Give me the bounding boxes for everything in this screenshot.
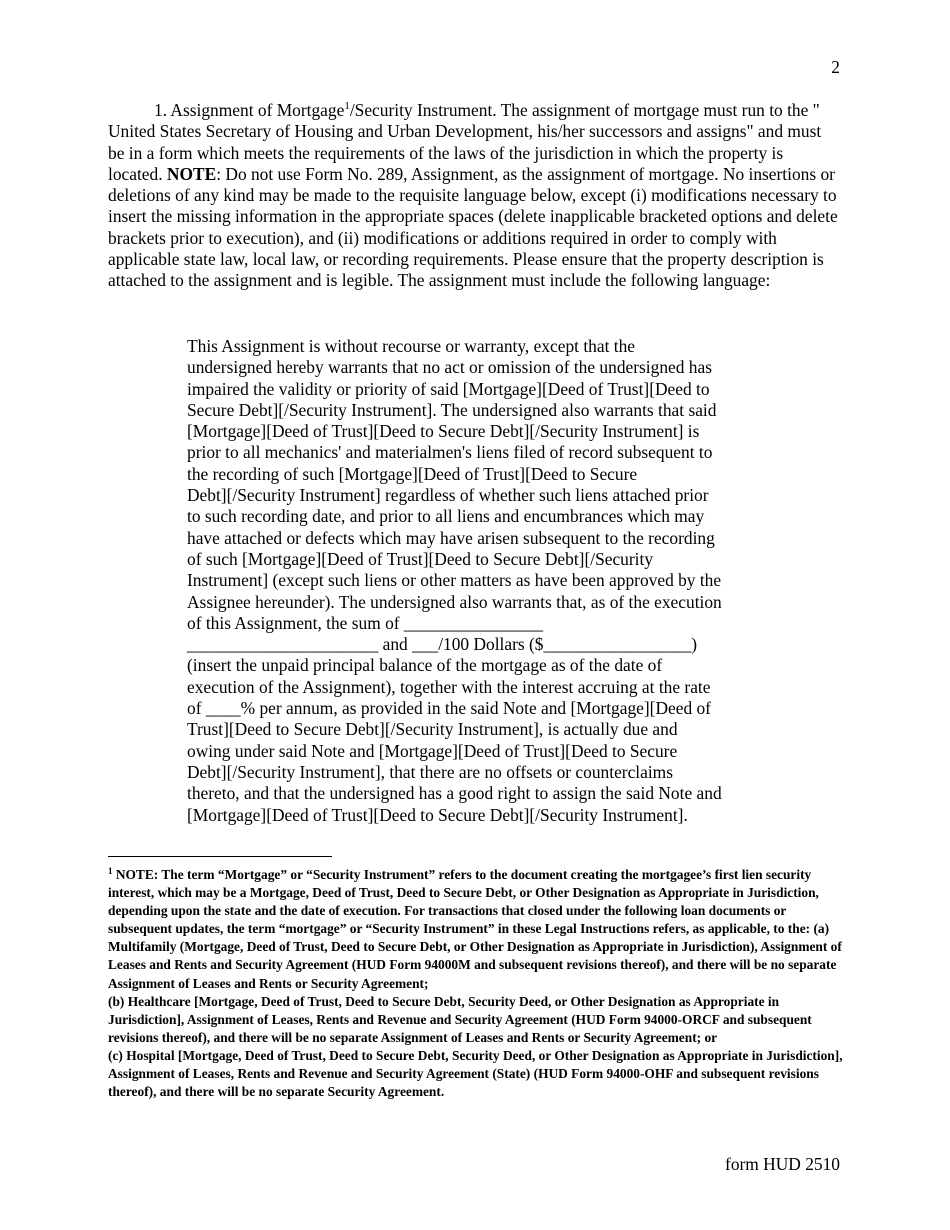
quote-line: thereto, and that the undersigned has a good right to assign the said Note and xyxy=(187,783,722,804)
note-label: NOTE xyxy=(166,163,217,184)
quote-line: the recording of such [Mortgage][Deed of Trust][Deed to Secure xyxy=(187,463,638,484)
quote-line: undersigned hereby warrants that no act or omission of the undersigned has xyxy=(187,357,712,378)
quote-line: Debt][/Security Instrument], that there are no offsets or counterclaims xyxy=(187,761,673,782)
quote-line: [Mortgage][Deed of Trust][Deed to Secure Debt][/Security Instrument] is xyxy=(187,421,700,442)
footnote-reference[interactable]: 1 xyxy=(344,100,350,112)
quote-line: execution of the Assignment), together with the interest accruing at the rate xyxy=(187,676,711,697)
quote-line: This Assignment is without recourse or warranty, except that the xyxy=(187,336,636,356)
required-assignment-language xyxy=(187,336,772,826)
quote-line: Trust][Deed to Secure Debt][/Security Instrument], is actually due and xyxy=(187,719,678,740)
footnote-separator xyxy=(108,856,332,857)
quote-line: Instrument] (except such liens or other matters as have been approved by the xyxy=(187,570,722,591)
quote-line: impaired the validity or priority of said [Mortgage][Deed of Trust][Deed to xyxy=(187,378,710,399)
quote-line: Secure Debt][/Security Instrument]. The undersigned also warrants that said xyxy=(187,399,717,420)
footnote-marker: 1 xyxy=(108,866,113,876)
section-note-text: : Do not use Form No. 289, Assignment, as the assignment of mortgage. No insertions or deletions of any kind may be made to the requisite language below, except (i) modifications necessary to insert the missing information in the appropriate spaces (delete inapplicable bracketed options and delete brackets prior to execution), and (ii) modifications or additions required in order to comply with applicable state law, local law, or recording requirements. Please ensure that the property description is attached to the assignment and is legible. The assignment must include the following language: xyxy=(108,163,838,291)
quote-line-sum-blank: of this Assignment, the sum of ________________ xyxy=(187,612,544,633)
page-number: 2 xyxy=(831,57,840,77)
quote-line: (insert the unpaid principal balance of the mortgage as of the date of xyxy=(187,655,663,676)
quote-line: Debt][/Security Instrument] regardless of whether such liens attached prior xyxy=(187,485,709,506)
quote-line: [Mortgage][Deed of Trust][Deed to Secure Debt][/Security Instrument]. xyxy=(187,804,688,825)
quote-line: Assignee hereunder). The undersigned also warrants that, as of the execution xyxy=(187,591,722,612)
section-paragraph xyxy=(108,100,841,292)
quote-line: prior to all mechanics' and materialmen's liens filed of record subsequent to xyxy=(187,442,713,463)
footnote-b: (b) Healthcare [Mortgage, Deed of Trust, Deed to Secure Debt, Security Deed, or Other Designation as Appropriate in Jurisdiction], Assignment of Leases, Rents and Revenue and Security Agreement (HUD Form 94000-ORCF and subsequent revisions thereof), and there will be no separate Assignment of Leases and Rents or Security Agreement; or xyxy=(108,993,812,1045)
footnote-c: (c) Hospital [Mortgage, Deed of Trust, Deed to Secure Debt, Security Deed, or Other Designation as Appropriate in Jurisdiction], Assignment of Leases, Rents and Revenue and Security Agreement (State) (HUD Form 94000-OHF and subsequent revisions thereof), and there will be no separate Security Agreement. xyxy=(108,1047,843,1100)
section-title: 1. Assignment of Mortgage xyxy=(154,100,345,120)
quote-line: to such recording date, and prior to all liens and encumbrances which may xyxy=(187,506,705,527)
quote-line-rate-blank: of ____% per annum, as provided in the said Note and [Mortgage][Deed of xyxy=(187,698,711,719)
quote-line: have attached or defects which may have arisen subsequent to the recording xyxy=(187,527,715,548)
quote-line: of such [Mortgage][Deed of Trust][Deed to Secure Debt][/Security xyxy=(187,548,654,569)
quote-line: owing under said Note and [Mortgage][Deed of Trust][Deed to Secure xyxy=(187,740,678,761)
quote-line-amount-blanks: ______________________ and ___/100 Dollars ($_________________) xyxy=(187,634,698,655)
footnotes xyxy=(108,866,843,1101)
section-text: /Security Instrument. The assignment of mortgage must run to the " United States Secretary of Housing and Urban Development, his/her successors and assigns" and must be in a form which meets the requirements of the laws of the jurisdiction in which the property is located. xyxy=(108,100,822,184)
form-identifier: form HUD 2510 xyxy=(725,1154,840,1174)
footnote-a xyxy=(108,866,843,993)
footnote-a-text: NOTE: The term “Mortgage” or “Security Instrument” refers to the document creating the mortgagee’s first lien security interest, which may be a Mortgage, Deed of Trust, Deed to Secure Debt, or Other Designation as Appropriate in Jurisdiction, depending upon the state and the date of execution. For transactions that closed under the following loan documents or subsequent updates, the term “mortgage” or “Security Instrument” in these Legal Instructions refers, as applicable, to the: (a) Multifamily (Mortgage, Deed of Trust, Deed to Secure Debt, or Other Designation as Appropriate in Jurisdiction), Assignment of Leases and Rents and Security Agreement (HUD Form 94000M and subsequent revisions thereof), and there will be no separate Assignment of Leases and Rents or Security Agreement; xyxy=(108,867,842,991)
